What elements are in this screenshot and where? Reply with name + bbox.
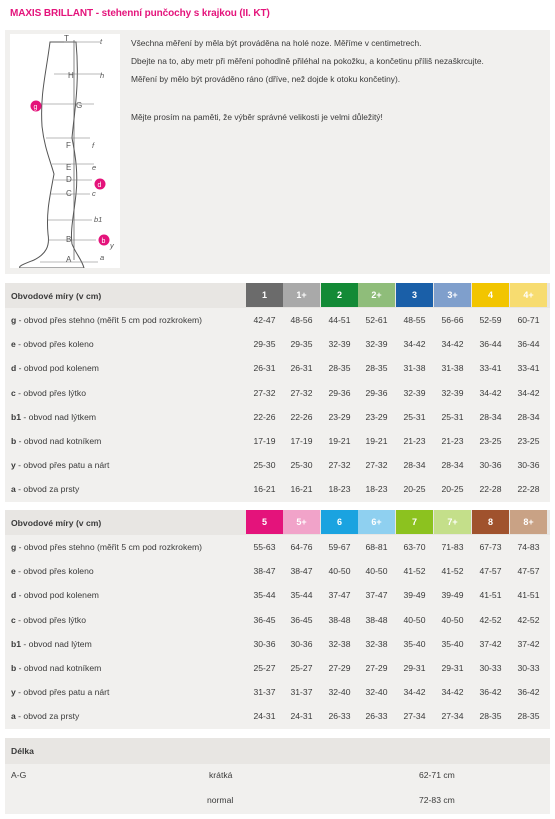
- size-value: 35-44: [253, 590, 276, 601]
- table-row: [5, 656, 550, 680]
- size-value: 26-33: [365, 711, 388, 722]
- size-value: 56-66: [441, 315, 464, 325]
- size-value: 44-51: [328, 315, 351, 325]
- size-value: 36-42: [479, 687, 502, 698]
- table-row: [5, 405, 550, 429]
- size-value: 32-39: [403, 387, 426, 398]
- size-value: 16-21: [290, 484, 313, 495]
- size-value: 27-32: [290, 387, 313, 398]
- size-value: 41-52: [441, 566, 464, 577]
- size-value: 37-42: [479, 638, 502, 649]
- size-chip-8: 8: [472, 510, 509, 534]
- diagram-label-A: A: [66, 255, 72, 264]
- size-value: 25-30: [290, 460, 313, 471]
- size-value: 20-25: [403, 484, 426, 495]
- diagram-label-t: t: [100, 37, 103, 46]
- table-row: [5, 632, 550, 656]
- row-label: c - obvod přes lýtko: [11, 387, 86, 398]
- size-value: 38-48: [328, 614, 351, 625]
- leg-measurement-diagram: [10, 34, 120, 268]
- size-value: 48-56: [290, 315, 313, 325]
- length-header-label: Délka: [11, 746, 34, 756]
- size-value: 21-23: [441, 435, 464, 446]
- size-value: 52-61: [365, 315, 388, 325]
- size-value: 47-57: [517, 566, 540, 577]
- row-label: e - obvod přes koleno: [11, 566, 94, 577]
- size-value: 60-71: [517, 315, 540, 325]
- diagram-label-h: h: [100, 71, 105, 80]
- diagram-label-c: c: [92, 189, 96, 198]
- table-row: [5, 356, 550, 380]
- size-value: 20-25: [441, 484, 464, 495]
- size-value: 27-32: [253, 387, 276, 398]
- size-value: 40-50: [441, 614, 464, 625]
- size-value: 25-30: [253, 460, 276, 471]
- diagram-label-B: B: [66, 235, 72, 244]
- diagram-label-H: H: [68, 71, 74, 80]
- size-value: 47-57: [479, 566, 502, 577]
- table-row: [5, 332, 550, 356]
- size-value: 29-31: [403, 662, 426, 673]
- size-value: 39-49: [441, 590, 464, 601]
- size-value: 27-34: [403, 711, 426, 722]
- size-value: 27-29: [365, 662, 388, 673]
- size-chip-7-plus: 7+: [434, 510, 471, 534]
- size-value: 74-83: [517, 542, 540, 552]
- size-chip-1-plus: 1+: [283, 283, 320, 307]
- size-value: 16-21: [253, 484, 276, 495]
- row-label: b - obvod nad kotníkem: [11, 662, 102, 673]
- size-value: 37-47: [328, 590, 351, 601]
- row-label: b1 - obvod nad lýtem: [11, 638, 92, 649]
- row-label: y - obvod přes patu a nárt: [11, 460, 110, 471]
- row-label: g - obvod přes stehno (měřit 5 cm pod rozkrokem): [11, 542, 203, 552]
- size-value: 36-45: [253, 614, 276, 625]
- size-chip-2-plus: 2+: [358, 283, 395, 307]
- table-header-label: Obvodové míry (v cm): [11, 291, 102, 301]
- size-value: 28-35: [517, 711, 540, 722]
- diagram-label-T: T: [64, 34, 69, 43]
- diagram-label-C: C: [66, 189, 72, 198]
- size-value: 34-42: [403, 339, 426, 350]
- size-value: 29-31: [441, 662, 464, 673]
- size-value: 32-39: [441, 387, 464, 398]
- size-value: 30-36: [290, 638, 313, 649]
- size-value: 32-38: [365, 638, 388, 649]
- size-value: 18-23: [328, 484, 351, 495]
- size-value: 40-50: [403, 614, 426, 625]
- diagram-label-D: D: [66, 175, 72, 184]
- diagram-label-a: a: [100, 253, 105, 262]
- size-value: 34-42: [517, 387, 540, 398]
- size-value: 35-40: [441, 638, 464, 649]
- size-value: 30-36: [517, 460, 540, 471]
- diagram-label-E: E: [66, 163, 72, 172]
- length-type: krátká: [209, 770, 233, 780]
- size-value: 36-44: [517, 339, 540, 350]
- size-value: 64-76: [290, 542, 313, 552]
- size-value: 34-42: [403, 687, 426, 698]
- size-value: 38-47: [290, 566, 313, 577]
- size-value: 23-29: [365, 411, 388, 422]
- diagram-label-f: f: [92, 141, 95, 150]
- size-value: 28-35: [365, 363, 388, 374]
- size-value: 25-31: [441, 411, 464, 422]
- measurement-notes: [131, 38, 541, 130]
- size-value: 24-31: [253, 711, 276, 722]
- table-row: [5, 477, 550, 501]
- size-value: 32-39: [365, 339, 388, 350]
- size-value: 33-41: [517, 363, 540, 374]
- size-value: 32-38: [328, 638, 351, 649]
- length-row: [5, 764, 550, 789]
- marker-d: d: [97, 182, 102, 189]
- size-value: 28-34: [441, 460, 464, 471]
- size-value: 25-27: [253, 662, 276, 673]
- size-value: 41-51: [517, 590, 540, 601]
- size-value: 30-36: [253, 638, 276, 649]
- size-value: 30-36: [479, 460, 502, 471]
- note-line: Všechna měření by měla být prováděna na holé noze. Měříme v centimetrech.: [131, 38, 422, 48]
- size-chip-6-plus: 6+: [358, 510, 395, 534]
- table-row: [5, 583, 550, 607]
- row-label: a - obvod za prsty: [11, 711, 80, 722]
- table-header-label: Obvodové míry (v cm): [11, 518, 102, 528]
- size-value: 71-83: [441, 542, 464, 552]
- size-value: 32-40: [365, 687, 388, 698]
- size-value: 37-47: [365, 590, 388, 601]
- size-value: 40-50: [365, 566, 388, 577]
- row-label: c - obvod přes lýtko: [11, 614, 86, 625]
- size-value: 29-36: [328, 387, 351, 398]
- size-value: 28-34: [403, 460, 426, 471]
- size-chip-3: 3: [396, 283, 433, 307]
- size-value: 48-55: [403, 315, 426, 325]
- row-label: g - obvod přes stehno (měřit 5 cm pod rozkrokem): [11, 315, 203, 325]
- size-table-2-header: [5, 510, 550, 536]
- table-row: [5, 680, 550, 704]
- size-value: 42-52: [517, 614, 540, 625]
- table-row: [5, 308, 550, 332]
- size-value: 23-25: [517, 435, 540, 446]
- table-row: [5, 453, 550, 477]
- length-row: [5, 789, 550, 814]
- size-value: 26-31: [290, 363, 313, 374]
- note-line: Dbejte na to, aby metr při měření pohodlně přiléhal na pokožku, a končetinu příliš nezaškrcujte.: [131, 56, 484, 66]
- diagram-label-b1: b1: [94, 215, 103, 224]
- size-value: 39-49: [403, 590, 426, 601]
- size-value: 26-33: [328, 711, 351, 722]
- size-value: 32-39: [328, 339, 351, 350]
- size-value: 41-51: [479, 590, 502, 601]
- size-value: 28-34: [479, 411, 502, 422]
- size-value: 27-29: [328, 662, 351, 673]
- size-value: 34-42: [441, 687, 464, 698]
- size-chip-6: 6: [321, 510, 358, 534]
- size-value: 17-19: [290, 435, 313, 446]
- table-row: [5, 381, 550, 405]
- size-value: 63-70: [403, 542, 426, 552]
- table-row: [5, 559, 550, 583]
- table-row: [5, 608, 550, 632]
- row-label: d - obvod pod kolenem: [11, 363, 99, 374]
- size-value: 36-44: [479, 339, 502, 350]
- size-value: 33-41: [479, 363, 502, 374]
- size-value: 32-40: [328, 687, 351, 698]
- size-value: 31-37: [253, 687, 276, 698]
- size-value: 28-35: [328, 363, 351, 374]
- size-chip-2: 2: [321, 283, 358, 307]
- diagram-label-y: y: [110, 241, 114, 250]
- size-table-2: [5, 535, 550, 729]
- size-value: 34-42: [441, 339, 464, 350]
- size-value: 27-34: [441, 711, 464, 722]
- size-value: 30-33: [517, 662, 540, 673]
- size-value: 25-31: [403, 411, 426, 422]
- diagram-label-e: e: [92, 163, 97, 172]
- size-value: 25-27: [290, 662, 313, 673]
- size-value: 42-47: [253, 315, 276, 325]
- note-line: Mějte prosím na paměti, že výběr správné velikosti je velmi důležitý!: [131, 112, 383, 122]
- row-label: d - obvod pod kolenem: [11, 590, 99, 601]
- row-label: b1 - obvod nad lýtkem: [11, 411, 97, 422]
- size-chip-8-plus: 8+: [510, 510, 547, 534]
- leg-diagram-svg: [10, 34, 120, 268]
- length-table: [5, 764, 550, 814]
- table-row: [5, 535, 550, 559]
- size-value: 36-45: [290, 614, 313, 625]
- length-type: normal: [207, 795, 234, 805]
- page-title: MAXIS BRILLANT - stehenní punčochy s krajkou (II. KT): [10, 8, 270, 19]
- size-value: 52-59: [479, 315, 502, 325]
- size-value: 34-42: [479, 387, 502, 398]
- size-value: 37-42: [517, 638, 540, 649]
- size-value: 55-63: [253, 542, 276, 552]
- size-value: 22-28: [479, 484, 502, 495]
- size-value: 17-19: [253, 435, 276, 446]
- size-value: 18-23: [365, 484, 388, 495]
- length-value: 62-71 cm: [419, 770, 455, 780]
- size-value: 28-34: [517, 411, 540, 422]
- size-value: 41-52: [403, 566, 426, 577]
- length-measure: A-G: [11, 770, 27, 780]
- length-value: 72-83 cm: [419, 795, 455, 805]
- marker-g: g: [33, 104, 38, 111]
- size-value: 29-35: [290, 339, 313, 350]
- size-chip-5-plus: 5+: [283, 510, 320, 534]
- size-value: 35-40: [403, 638, 426, 649]
- size-value: 22-26: [253, 411, 276, 422]
- size-value: 27-32: [365, 460, 388, 471]
- size-chip-4-plus: 4+: [510, 283, 547, 307]
- size-value: 31-38: [403, 363, 426, 374]
- size-value: 31-38: [441, 363, 464, 374]
- note-line: Měření by mělo být prováděno ráno (dříve, než dojde k otoku končetiny).: [131, 74, 401, 84]
- size-value: 28-35: [479, 711, 502, 722]
- size-value: 21-23: [403, 435, 426, 446]
- size-value: 67-73: [479, 542, 502, 552]
- size-value: 30-33: [479, 662, 502, 673]
- size-value: 23-29: [328, 411, 351, 422]
- size-value: 35-44: [290, 590, 313, 601]
- size-chip-3-plus: 3+: [434, 283, 471, 307]
- row-label: y - obvod přes patu a nárt: [11, 687, 110, 698]
- size-value: 27-32: [328, 460, 351, 471]
- size-value: 36-42: [517, 687, 540, 698]
- size-value: 68-81: [365, 542, 388, 552]
- diagram-label-F: F: [66, 141, 71, 150]
- table-row: [5, 429, 550, 453]
- size-value: 31-37: [290, 687, 313, 698]
- diagram-label-G: G: [76, 101, 83, 110]
- intro-panel: [5, 30, 550, 274]
- size-chip-1: 1: [246, 283, 283, 307]
- length-header: [5, 738, 550, 764]
- row-label: b - obvod nad kotníkem: [11, 435, 102, 446]
- size-value: 22-26: [290, 411, 313, 422]
- size-table-1: [5, 308, 550, 502]
- table-row: [5, 704, 550, 728]
- row-label: e - obvod přes koleno: [11, 339, 94, 350]
- size-chip-5: 5: [246, 510, 283, 534]
- size-value: 29-35: [253, 339, 276, 350]
- marker-b: b: [101, 238, 106, 245]
- size-value: 29-36: [365, 387, 388, 398]
- size-value: 23-25: [479, 435, 502, 446]
- size-value: 59-67: [328, 542, 351, 552]
- size-chip-4: 4: [472, 283, 509, 307]
- size-value: 26-31: [253, 363, 276, 374]
- size-table-1-header: [5, 283, 550, 309]
- size-value: 22-28: [517, 484, 540, 495]
- size-value: 19-21: [328, 435, 351, 446]
- size-value: 24-31: [290, 711, 313, 722]
- row-label: a - obvod za prsty: [11, 484, 80, 495]
- size-value: 38-48: [365, 614, 388, 625]
- size-value: 40-50: [328, 566, 351, 577]
- size-value: 38-47: [253, 566, 276, 577]
- size-chip-7: 7: [396, 510, 433, 534]
- size-value: 42-52: [479, 614, 502, 625]
- size-value: 19-21: [365, 435, 388, 446]
